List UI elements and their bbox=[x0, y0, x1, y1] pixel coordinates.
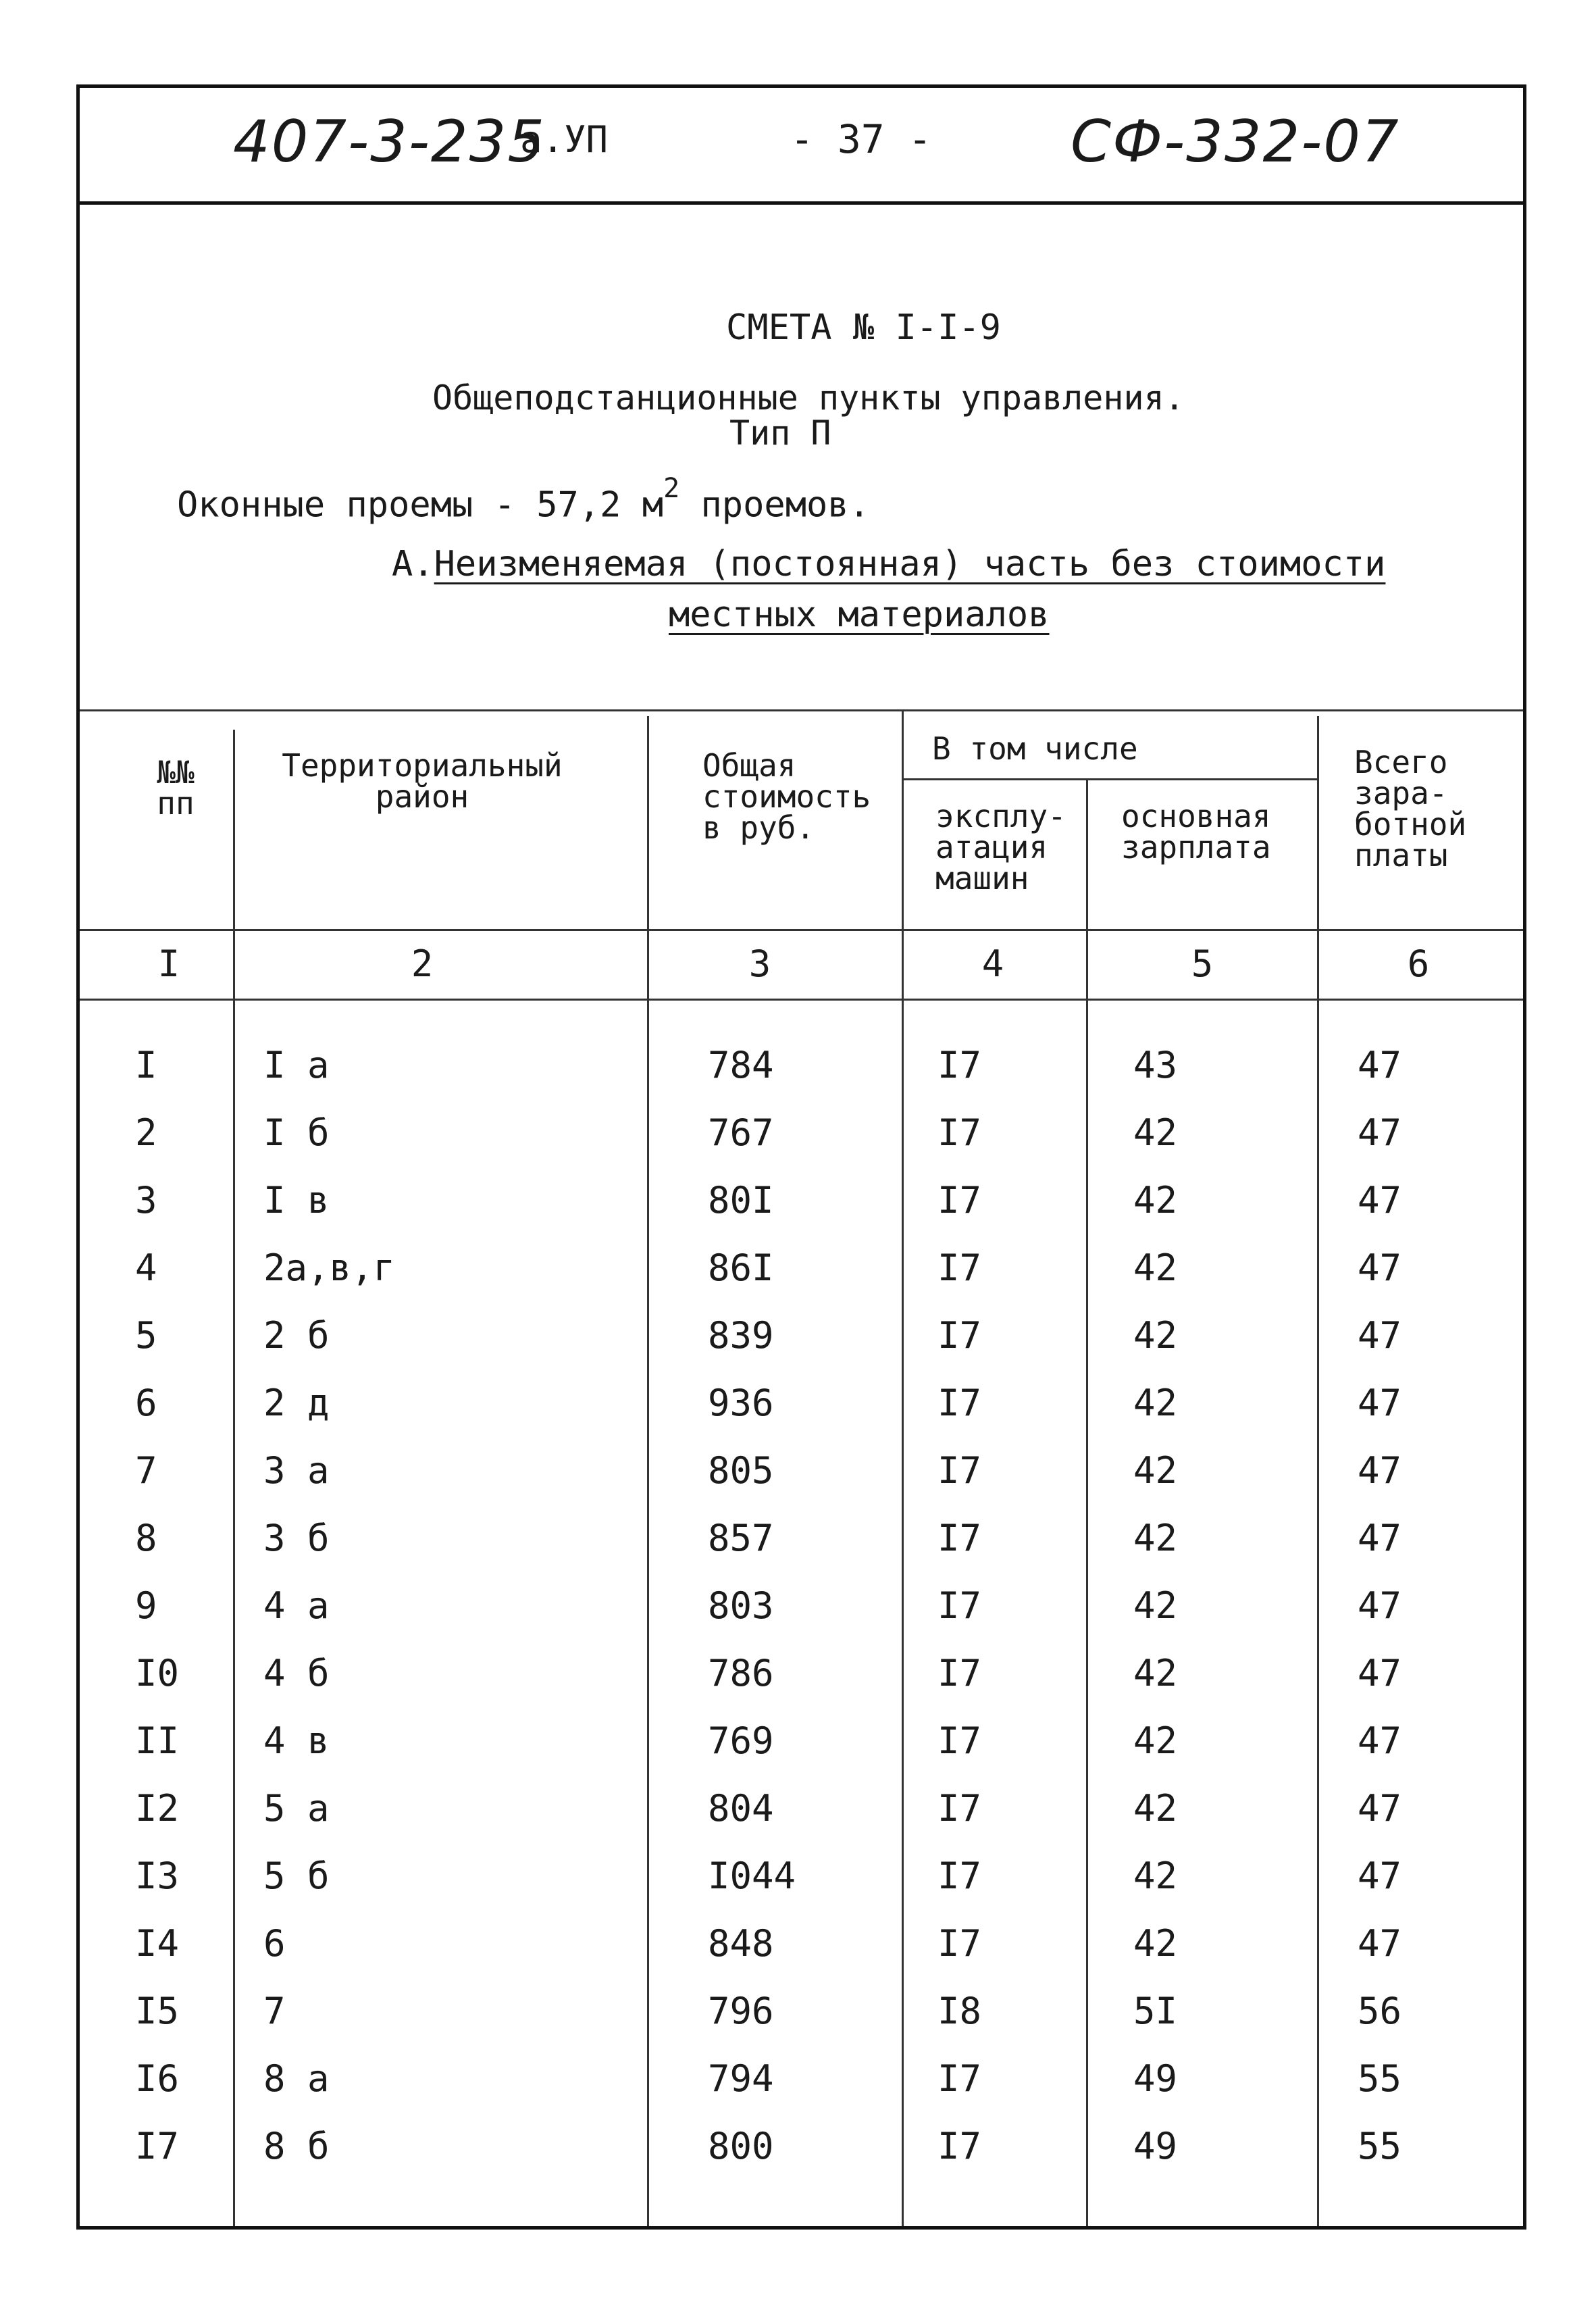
row-total: 794 bbox=[708, 2057, 774, 2100]
col-header-region: Территориальный район bbox=[282, 747, 563, 815]
estimate-title: СМЕТА № I-I-9 bbox=[726, 307, 1001, 348]
col-header-total: Общая стоимость в руб. bbox=[702, 747, 871, 846]
col-divider-4 bbox=[1086, 778, 1088, 2226]
row-num: 2 bbox=[135, 1111, 157, 1154]
row-total-salary: 56 bbox=[1358, 1990, 1402, 2032]
row-total: 86I bbox=[708, 1247, 774, 1289]
row-region: 4 а bbox=[263, 1584, 330, 1627]
row-salary: 42 bbox=[1133, 1382, 1178, 1424]
row-machines: I7 bbox=[937, 1111, 982, 1154]
row-machines: I7 bbox=[937, 1382, 982, 1424]
row-total: I044 bbox=[708, 1855, 796, 1897]
row-num: I3 bbox=[135, 1855, 180, 1897]
row-total: 803 bbox=[708, 1584, 774, 1627]
row-num: 8 bbox=[135, 1517, 157, 1559]
col-divider-1 bbox=[233, 730, 235, 2226]
col-header-machines: эксплу- атация машин bbox=[935, 798, 1066, 897]
page-number: - 37 - bbox=[790, 116, 932, 162]
row-machines: I7 bbox=[937, 1247, 982, 1289]
row-region: 8 а bbox=[263, 2057, 330, 2100]
row-salary: 42 bbox=[1133, 1719, 1178, 1762]
estimate-type: Тип П bbox=[729, 413, 831, 453]
table-top-rule bbox=[80, 709, 1523, 711]
row-region: 3 а bbox=[263, 1449, 330, 1492]
row-machines: I7 bbox=[937, 2057, 982, 2100]
row-num: I5 bbox=[135, 1990, 180, 2032]
row-region: I в bbox=[263, 1179, 330, 1222]
col-header-salary: основная зарплата bbox=[1121, 798, 1271, 865]
row-machines: I7 bbox=[937, 1044, 982, 1086]
row-num: 4 bbox=[135, 1247, 157, 1289]
row-machines: I7 bbox=[937, 1787, 982, 1830]
col-divider-3 bbox=[902, 709, 904, 2226]
row-region: 5 б bbox=[263, 1855, 330, 1897]
row-total-salary: 55 bbox=[1358, 2057, 1402, 2100]
row-salary: 42 bbox=[1133, 1517, 1178, 1559]
col-number-4: 4 bbox=[981, 942, 1004, 985]
row-num: 7 bbox=[135, 1449, 157, 1492]
col-header-num: №№ пп bbox=[157, 754, 195, 822]
col-divider-5 bbox=[1317, 716, 1319, 2226]
row-machines: I7 bbox=[937, 2125, 982, 2167]
row-num: 5 bbox=[135, 1314, 157, 1357]
section-prefix: А. bbox=[392, 544, 434, 584]
row-machines: I7 bbox=[937, 1179, 982, 1222]
row-num: 6 bbox=[135, 1382, 157, 1424]
row-machines: I7 bbox=[937, 1922, 982, 1965]
row-total-salary: 55 bbox=[1358, 2125, 1402, 2167]
window-openings-tail: проемов. bbox=[679, 484, 870, 526]
series-code: СФ-332-07 bbox=[1071, 108, 1400, 176]
row-salary: 43 bbox=[1133, 1044, 1178, 1086]
sheet-label: а.УП bbox=[520, 118, 609, 161]
col-number-6: 6 bbox=[1407, 942, 1430, 985]
row-region: 7 bbox=[263, 1990, 286, 2032]
row-salary: 42 bbox=[1133, 1787, 1178, 1830]
window-openings-text: Оконные проемы - 57,2 м bbox=[177, 484, 664, 526]
row-region: 6 bbox=[263, 1922, 286, 1965]
header-bottom-rule bbox=[80, 929, 1523, 931]
row-total-salary: 47 bbox=[1358, 1584, 1402, 1627]
row-total: 786 bbox=[708, 1652, 774, 1694]
row-region: 5 а bbox=[263, 1787, 330, 1830]
row-num: I7 bbox=[135, 2125, 180, 2167]
row-region: 4 в bbox=[263, 1719, 330, 1762]
doc-code: 407-3-235 bbox=[233, 108, 546, 176]
row-total-salary: 47 bbox=[1358, 1044, 1402, 1086]
header-divider bbox=[76, 201, 1526, 205]
row-total-salary: 47 bbox=[1358, 1179, 1402, 1222]
row-num: II bbox=[135, 1719, 180, 1762]
row-region: 2а,в,г bbox=[263, 1247, 396, 1289]
row-total-salary: 47 bbox=[1358, 1787, 1402, 1830]
row-region: 8 б bbox=[263, 2125, 330, 2167]
row-total: 857 bbox=[708, 1517, 774, 1559]
col-number-1: I bbox=[157, 942, 180, 985]
col-number-5: 5 bbox=[1191, 942, 1214, 985]
row-total: 848 bbox=[708, 1922, 774, 1965]
row-total: 796 bbox=[708, 1990, 774, 2032]
row-total-salary: 47 bbox=[1358, 1382, 1402, 1424]
row-region: 2 д bbox=[263, 1382, 330, 1424]
row-salary: 42 bbox=[1133, 1652, 1178, 1694]
row-region: I б bbox=[263, 1111, 330, 1154]
row-region: 3 б bbox=[263, 1517, 330, 1559]
section-line-1: Неизменяемая (постоянная) часть без стоимости bbox=[434, 544, 1386, 584]
row-salary: 5I bbox=[1133, 1990, 1178, 2032]
section-line-2: местных материалов bbox=[669, 595, 1050, 635]
row-num: I0 bbox=[135, 1652, 180, 1694]
col-header-incl: В том числе bbox=[932, 730, 1138, 767]
row-total: 839 bbox=[708, 1314, 774, 1357]
row-region: I а bbox=[263, 1044, 330, 1086]
row-total-salary: 47 bbox=[1358, 1111, 1402, 1154]
row-total-salary: 47 bbox=[1358, 1449, 1402, 1492]
incl-rule bbox=[902, 778, 1317, 780]
row-salary: 42 bbox=[1133, 1922, 1178, 1965]
row-total-salary: 47 bbox=[1358, 1922, 1402, 1965]
row-total-salary: 47 bbox=[1358, 1719, 1402, 1762]
row-salary: 42 bbox=[1133, 1314, 1178, 1357]
col-divider-2 bbox=[647, 716, 649, 2226]
row-total: 767 bbox=[708, 1111, 774, 1154]
row-machines: I7 bbox=[937, 1652, 982, 1694]
row-num: I4 bbox=[135, 1922, 180, 1965]
row-salary: 42 bbox=[1133, 1111, 1178, 1154]
row-salary: 42 bbox=[1133, 1584, 1178, 1627]
col-header-total-salary: Всего зара- ботной платы bbox=[1354, 744, 1467, 874]
row-total: 804 bbox=[708, 1787, 774, 1830]
row-total: 800 bbox=[708, 2125, 774, 2167]
row-total-salary: 47 bbox=[1358, 1652, 1402, 1694]
row-total-salary: 47 bbox=[1358, 1314, 1402, 1357]
window-openings bbox=[177, 473, 870, 526]
row-total-salary: 47 bbox=[1358, 1855, 1402, 1897]
row-num: I6 bbox=[135, 2057, 180, 2100]
row-salary: 49 bbox=[1133, 2057, 1178, 2100]
row-machines: I7 bbox=[937, 1449, 982, 1492]
row-salary: 42 bbox=[1133, 1247, 1178, 1289]
row-machines: I8 bbox=[937, 1990, 982, 2032]
row-num: I2 bbox=[135, 1787, 180, 1830]
row-salary: 42 bbox=[1133, 1449, 1178, 1492]
col-number-3: 3 bbox=[748, 942, 771, 985]
row-num: 3 bbox=[135, 1179, 157, 1222]
row-salary: 49 bbox=[1133, 2125, 1178, 2167]
row-machines: I7 bbox=[937, 1719, 982, 1762]
row-num: I bbox=[135, 1044, 157, 1086]
row-total-salary: 47 bbox=[1358, 1517, 1402, 1559]
row-salary: 42 bbox=[1133, 1855, 1178, 1897]
row-machines: I7 bbox=[937, 1855, 982, 1897]
row-region: 4 б bbox=[263, 1652, 330, 1694]
col-number-2: 2 bbox=[411, 942, 434, 985]
window-openings-sup: 2 bbox=[663, 473, 680, 504]
row-machines: I7 bbox=[937, 1314, 982, 1357]
row-total: 784 bbox=[708, 1044, 774, 1086]
estimate-subtitle: Общеподстанционные пункты управления. bbox=[432, 378, 1185, 418]
row-total-salary: 47 bbox=[1358, 1247, 1402, 1289]
row-total: 805 bbox=[708, 1449, 774, 1492]
numbering-rule bbox=[80, 999, 1523, 1001]
row-total: 936 bbox=[708, 1382, 774, 1424]
row-machines: I7 bbox=[937, 1517, 982, 1559]
row-total: 80I bbox=[708, 1179, 774, 1222]
row-num: 9 bbox=[135, 1584, 157, 1627]
row-machines: I7 bbox=[937, 1584, 982, 1627]
row-total: 769 bbox=[708, 1719, 774, 1762]
section-heading bbox=[392, 544, 1385, 584]
row-salary: 42 bbox=[1133, 1179, 1178, 1222]
row-region: 2 б bbox=[263, 1314, 330, 1357]
